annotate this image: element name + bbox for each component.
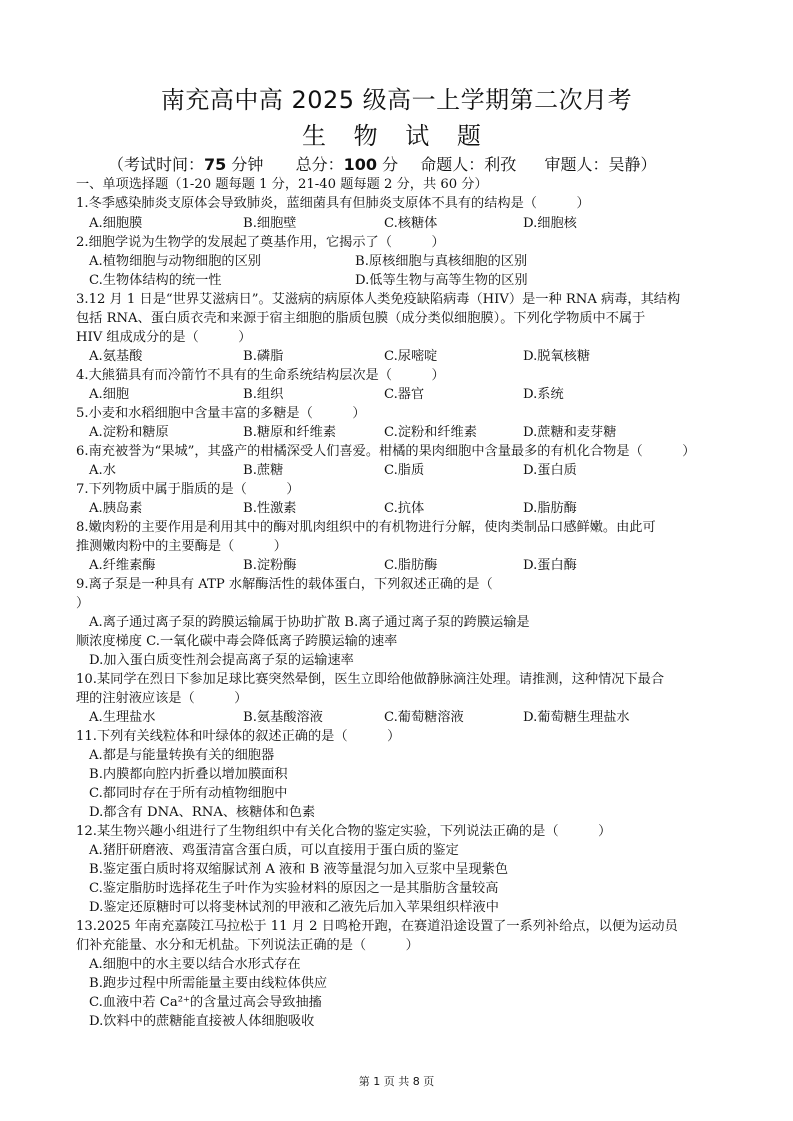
time-value: 75 — [204, 155, 227, 174]
time-unit: 分钟 — [226, 155, 264, 174]
author: 命题人：利孜 — [420, 155, 517, 174]
exam-meta — [108, 152, 656, 175]
question-stem: 12.某生物兴趣小组进行了生物组织中有关化合物的鉴定实验，下列说法正确的是（ ） — [76, 824, 612, 839]
option-d: D.饮料中的蔗糖能直接被人体细胞吸收 — [89, 1014, 315, 1029]
option-c: C.抗体 — [384, 501, 425, 516]
option-d: D.系统 — [523, 387, 564, 402]
question-stem: 2.细胞学说为生物学的发展起了奠基作用，它揭示了（ ） — [76, 235, 445, 250]
score-unit: 分 — [376, 155, 399, 174]
reviewer: 审题人：吴静） — [544, 155, 657, 174]
option-d: D.蛋白质 — [523, 463, 577, 478]
option-d: D.细胞核 — [523, 216, 577, 231]
option-b: B.糖原和纤维素 — [243, 425, 337, 440]
question-stem-line-2: 推测嫩肉粉中的主要酶是（ ） — [76, 539, 287, 554]
option-b: B.组织 — [243, 387, 284, 402]
option-b: B.性激素 — [243, 501, 297, 516]
option-d: D.脂肪酶 — [523, 501, 577, 516]
option-d: D.低等生物与高等生物的区别 — [355, 273, 528, 288]
question-stem: 4.大熊猫具有而冷箭竹不具有的生命系统结构层次是（ ） — [76, 368, 445, 383]
option-a: A.都是与能量转换有关的细胞器 — [89, 748, 275, 763]
option-b: B.原核细胞与真核细胞的区别 — [355, 254, 528, 269]
option-c: C.鉴定脂肪时选择花生子叶作为实验材料的原因之一是其脂肪含量较高 — [89, 881, 499, 896]
option-a: A.猪肝研磨液、鸡蛋清富含蛋白质，可以直接用于蛋白质的鉴定 — [89, 843, 459, 858]
option-c: C.血液中若 Ca²⁺的含量过高会导致抽搐 — [89, 995, 322, 1010]
question-stem: 1.冬季感染肺炎支原体会导致肺炎，蓝细菌具有但肺炎支原体不具有的结构是（ ） — [76, 196, 590, 211]
option-b: B.淀粉酶 — [243, 558, 297, 573]
option-c: C.淀粉和纤维素 — [384, 425, 477, 440]
score-label: 总分： — [295, 155, 344, 174]
option-a: A.细胞中的水主要以结合水形式存在 — [89, 957, 301, 972]
option-c: C.脂质 — [384, 463, 425, 478]
question-options-line-2: 顺浓度梯度 C.一氧化碳中毒会降低离子跨膜运输的速率 — [76, 634, 398, 649]
question-stem-line-2: 理的注射液应该是（ ） — [76, 691, 248, 706]
option-c: C.都同时存在于所有动植物细胞中 — [89, 786, 288, 801]
question-stem-line-1: 8.嫩肉粉的主要作用是利用其中的酶对肌肉组织中的有机物进行分解，使肉类制品口感鲜嫩。由此可 — [76, 520, 656, 535]
option-d: D.都含有 DNA、RNA、核糖体和色素 — [89, 805, 316, 820]
option-a: A.植物细胞与动物细胞的区别 — [89, 254, 261, 269]
option-a: A.细胞 — [89, 387, 130, 402]
question-stem-line-2: 包括 RNA、蛋白质衣壳和来源于宿主细胞的脂质包膜（成分类似细胞膜）。下列化学物质中不属于 — [76, 311, 646, 326]
question-stem-line-3: HIV 组成成分的是（ ） — [76, 330, 252, 345]
option-c: C.尿嘧啶 — [384, 349, 438, 364]
option-a: A.纤维素酶 — [89, 558, 156, 573]
option-c: C.器官 — [384, 387, 425, 402]
option-b: B.蔗糖 — [243, 463, 284, 478]
question-stem-line-1: 9.离子泵是一种具有 ATP 水解酶活性的载体蛋白，下列叙述正确的是（ — [76, 577, 493, 592]
option-d: D.蛋白酶 — [523, 558, 577, 573]
option-a: A.细胞膜 — [89, 216, 143, 231]
option-c: C.葡萄糖溶液 — [384, 710, 464, 725]
question-stem-line-1: 10.某同学在烈日下参加足球比赛突然晕倒，医生立即给他做静脉滴注处理。请推测，这种情况下最合 — [76, 672, 665, 687]
option-b: B.跑步过程中所需能量主要由线粒体供应 — [89, 976, 328, 991]
question-stem-line-1: 3.12 月 1 日是“世界艾滋病日”。艾滋病的病原体人类免疫缺陷病毒（HIV）是一种 RNA 病毒，其结构 — [76, 292, 681, 307]
question-stem-line-2: ） — [76, 596, 90, 611]
option-d: D.脱氧核糖 — [523, 349, 591, 364]
option-a: A.淀粉和糖原 — [89, 425, 169, 440]
option-b: B.细胞壁 — [243, 216, 297, 231]
question-stem-line-1: 13.2025 年南充嘉陵江马拉松于 11 月 2 日鸣枪开跑，在赛道沿途设置了一系列补给点，以便为运动员 — [76, 919, 678, 934]
option-b: B.内膜都向腔内折叠以增加膜面积 — [89, 767, 288, 782]
option-a: A.氨基酸 — [89, 349, 143, 364]
question-stem: 6.南充被誉为“果城”，其盛产的柑橘深受人们喜爱。柑橘的果肉细胞中含量最多的有机化合物是（ ） — [76, 444, 696, 459]
question-stem: 5.小麦和水稻细胞中含量丰富的多糖是（ ） — [76, 406, 366, 421]
question-stem: 7.下列物质中属于脂质的是（ ） — [76, 482, 300, 497]
section-heading: 一、单项选择题（1-20 题每题 1 分，21-40 题每题 2 分，共 60 分） — [76, 177, 488, 192]
option-a: A.生理盐水 — [89, 710, 156, 725]
question-options-line-3: D.加入蛋白质变性剂会提高离子泵的运输速率 — [89, 653, 354, 668]
option-b: B.氨基酸溶液 — [243, 710, 323, 725]
question-options-line-1: A.离子通过离子泵的跨膜运输属于协助扩散 B.离子通过离子泵的跨膜运输是 — [89, 615, 530, 630]
option-b: B.磷脂 — [243, 349, 284, 364]
question-stem-line-2: 们补充能量、水分和无机盐。下列说法正确的是（ ） — [76, 938, 419, 953]
option-a: A.水 — [89, 463, 116, 478]
option-d: D.鉴定还原糖时可以将斐林试剂的甲液和乙液先后加入苹果组织样液中 — [89, 900, 499, 915]
option-b: B.鉴定蛋白质时将双缩脲试剂 A 液和 B 液等量混匀加入豆浆中呈现紫色 — [89, 862, 509, 877]
option-d: D.蔗糖和麦芽糖 — [523, 425, 617, 440]
time-label: （考试时间： — [108, 155, 205, 174]
exam-subtitle: 生 物 试 题 — [302, 122, 491, 150]
option-c: C.脂肪酶 — [384, 558, 438, 573]
score-value: 100 — [343, 155, 377, 174]
page-footer: 第 1 页 共 8 页 — [358, 1075, 435, 1088]
option-c: C.核糖体 — [384, 216, 438, 231]
option-d: D.葡萄糖生理盐水 — [523, 710, 630, 725]
question-stem: 11.下列有关线粒体和叶绿体的叙述正确的是（ ） — [76, 729, 401, 744]
option-c: C.生物体结构的统一性 — [89, 273, 222, 288]
option-a: A.胰岛素 — [89, 501, 143, 516]
exam-title: 南充高中高 2025 级高一上学期第二次月考 — [160, 86, 633, 114]
